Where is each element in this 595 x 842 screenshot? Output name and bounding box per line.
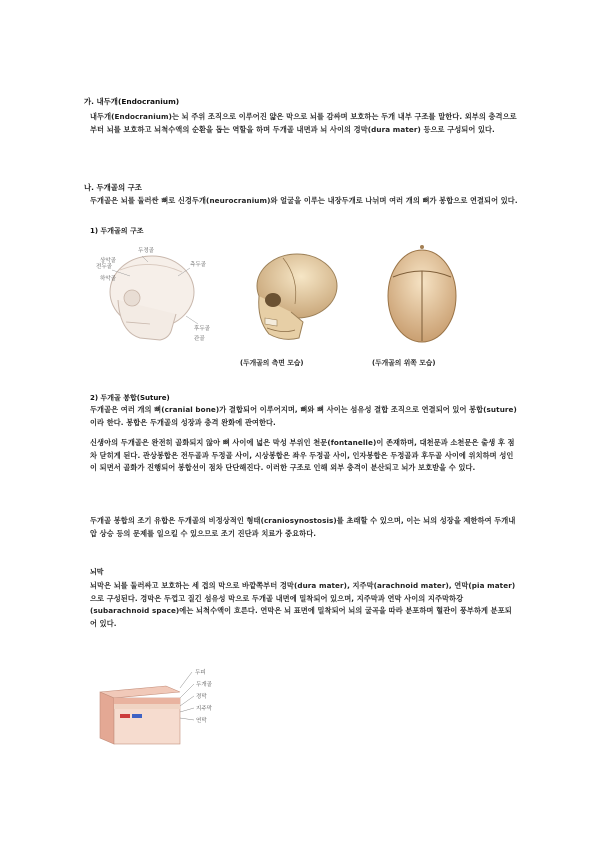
meninges-label: 두피 (195, 670, 206, 676)
paragraph-skull-intro (90, 195, 518, 208)
meninges-layer-figure (96, 666, 226, 750)
figure-caption-top: (두개골의 위쪽 모습) (372, 359, 436, 367)
skull-label: 후두골 (194, 326, 210, 332)
paragraph-text: 두개골은 뇌를 둘러싼 뼈로 신경두개(neurocranium)와 얼굴을 이루는 내장두개로 나뉘며 여러 개의 뼈가 봉합으로 연결되어 있다. (90, 196, 518, 205)
skull-label: 전두골 (96, 264, 112, 270)
paragraph-suture-3 (90, 515, 518, 540)
paragraph-text: 두개골은 여러 개의 뼈(cranial bone)가 결합되어 이루어지며, 뼈와 뼈 사이는 섬유성 결합 조직으로 연결되어 있어 봉합(suture)이라 한다. 봉합은 두개골의 성장과 충격 완화에 관여한다. (90, 405, 517, 427)
subheading-suture: 2) 두개골 봉합(Suture) (90, 394, 170, 402)
skull-top-view-figure (383, 241, 461, 345)
paragraph-text: 신생아의 두개골은 완전히 골화되지 않아 뼈 사이에 넓은 막성 부위인 천문(fontanelle)이 존재하며, 대천문과 소천문은 출생 후 점차 닫히게 된다. 관상봉합은 전두골과 두정골 사이, 시상봉합은 좌우 두정골 사이, 인자봉합은 두정골과 후두골 사이에 위치하며 성인이 되면서 골화가 진행되어 봉합선이 점차 단단해진다. 이러한 구조로 인해 외부 충격이 분산되고 뇌가 보호받을 수 있다. (90, 438, 515, 473)
paragraph-suture-1 (90, 404, 518, 429)
skull-label: 두정골 (138, 248, 154, 254)
section-heading-endocranium: 가. 내두개(Endocranium) (84, 97, 180, 106)
skull-side-view-figure (243, 248, 343, 346)
skull-label: 상악골 (100, 258, 116, 264)
paragraph-suture-2 (90, 437, 518, 475)
section-heading-skull-structure: 나. 두개골의 구조 (84, 183, 142, 192)
meninges-label: 지주막 (196, 706, 212, 712)
paragraph-text: 내두개(Endocranium)는 뇌 주위 조직으로 이루어진 얇은 막으로 뇌를 감싸며 보호하는 두개 내부 구조를 말한다. 외부의 충격으로부터 뇌를 보호하고 뇌척수액의 순환을 돕는 역할을 하며 두개골 내면과 뇌 사이의 경막(dura mater) 등으로 구성되어 있다. (90, 112, 517, 134)
paragraph-text: 두개골 봉합의 조기 유합은 두개골의 비정상적인 형태(craniosynostosis)를 초래할 수 있으며, 이는 뇌의 성장을 제한하여 두개내압 상승 등의 문제를 일으킬 수 있으므로 조기 진단과 치료가 중요하다. (90, 516, 516, 538)
skull-label: 측두골 (190, 262, 206, 268)
skull-label: 하악골 (100, 276, 116, 282)
subheading-skull-structure: 1) 두개골의 구조 (90, 227, 144, 235)
skull-label: 관골 (194, 336, 205, 342)
paragraph-text: 뇌막은 뇌를 둘러싸고 보호하는 세 겹의 막으로 바깥쪽부터 경막(dura mater), 지주막(arachnoid mater), 연막(pia mater)으로 구성된다. 경막은 두껍고 질긴 섬유성 막으로 두개골 내면에 밀착되어 있으며, 지주막과 연막 사이의 지주막하강(subarachnoid space)에는 뇌척수액이 흐른다. 연막은 뇌 표면에 밀착되어 뇌의 굴곡을 따라 분포하며 혈관이 풍부하게 분포되어 있다. (90, 581, 516, 628)
meninges-label: 경막 (196, 694, 207, 700)
figure-caption-side: (두개골의 측면 모습) (240, 359, 304, 367)
paragraph-meninges (90, 580, 518, 630)
labeled-skull-figure (90, 240, 220, 350)
meninges-label: 두개골 (196, 682, 212, 688)
paragraph-endocranium (90, 111, 518, 136)
subheading-meninges: 뇌막 (90, 568, 104, 576)
meninges-label: 연막 (196, 718, 207, 724)
